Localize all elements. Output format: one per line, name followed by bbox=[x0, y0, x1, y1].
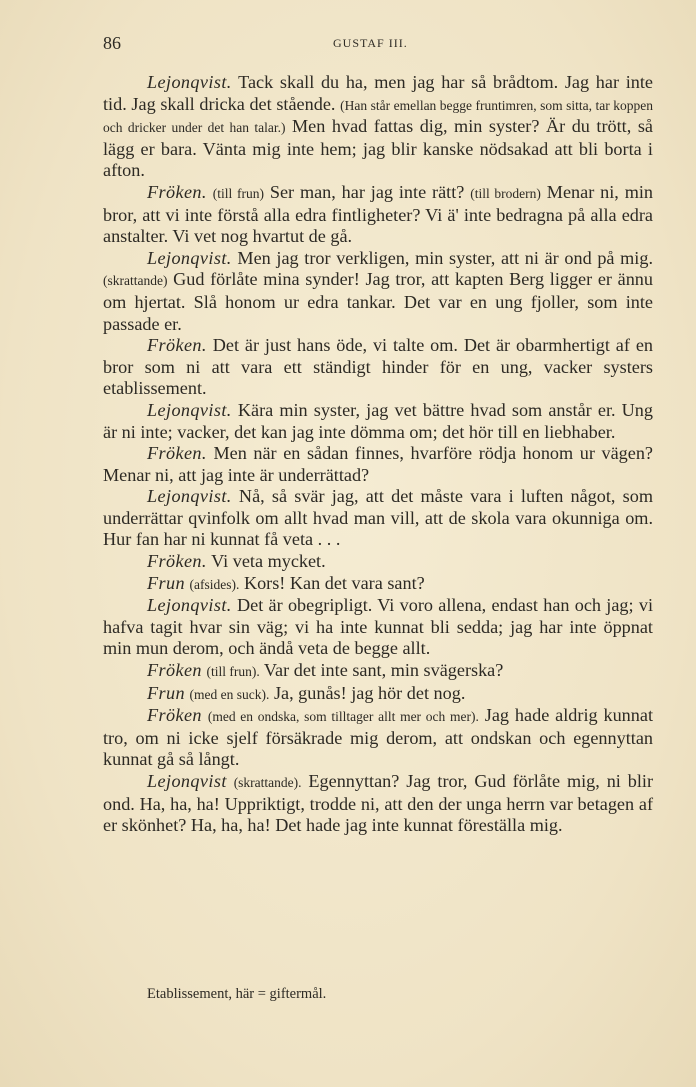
speech-text: Nå, så svär jag, att det måste vara i luften något, som underrättar qvinfolk om allt hvad man vill, att de skola vara okunniga om. Hur fan har ni kunnat få veta . . . bbox=[103, 486, 653, 550]
footnote: Etablissement, här = giftermål. bbox=[147, 986, 327, 1002]
speech-text: Jag hade aldrig kunnat tro, om ni icke sjelf försäkrade mig derom, att ondskan och egennyttan kunnat gå så långt. bbox=[103, 705, 653, 770]
speaker-name: Fröken bbox=[147, 705, 202, 726]
speaker-name: Fröken. bbox=[147, 551, 207, 572]
dialogue-paragraph bbox=[103, 551, 653, 573]
dialogue-text bbox=[103, 72, 653, 837]
speech-text: Kors! Kan det vara sant? bbox=[239, 572, 425, 593]
speech-text: Menar ni, min bror, att vi inte förstå alla edra fintligheter? Vi ä' inte bedragna på alla edra anstalter. Vi vet nog hvartut de gå. bbox=[103, 181, 653, 247]
speech-text: Det är obegripligt. Vi voro allena, endast han och jag; vi hafva tagit hvar sin väg; vi ha inte kunnat bli sedda; jag har inte öppnat min mun derom, och ändå veta de begge allt. bbox=[103, 595, 653, 659]
speech-text: Vi veta mycket. bbox=[206, 551, 326, 572]
speaker-name: Frun bbox=[147, 682, 185, 703]
speech-text: Var det inte sant, min svägerska? bbox=[259, 660, 504, 681]
speech-text: Det är just hans öde, vi talte om. Det är obarmhertigt af en bror som ni att vara ett ständigt hinder för en ung, vacker systers etablissement. bbox=[103, 335, 653, 399]
speaker-name: Lejonqvist. bbox=[147, 486, 232, 507]
speech-text bbox=[227, 771, 234, 791]
speaker-name: Lejonqvist. bbox=[147, 399, 232, 420]
running-title: GUSTAF III. bbox=[333, 36, 408, 50]
stage-direction: (Han står emellan begge fruntimren, som sitta, tar koppen och dricker under det han talar.) bbox=[103, 97, 653, 136]
dialogue-paragraph bbox=[103, 705, 653, 771]
stage-direction: (till frun) bbox=[212, 185, 264, 201]
dialogue-paragraph bbox=[103, 248, 653, 335]
speaker-name: Lejonqvist. bbox=[147, 595, 232, 616]
speaker-name: Lejonqvist. bbox=[147, 72, 232, 92]
dialogue-paragraph bbox=[103, 683, 653, 706]
page-number: 86 bbox=[103, 33, 121, 53]
speaker-name: Lejonqvist. bbox=[147, 247, 232, 268]
speech-text: Gud förlåte mina synder! Jag tror, att kapten Berg ligger er ännu om hjertat. Slå honom ur edra tankar. Det var en ung fjoller, som inte passade er. bbox=[103, 269, 653, 334]
stage-direction: (skrattande). bbox=[233, 775, 302, 790]
speech-text: Men hvad fattas dig, min syster? Är du trött, så lägg er bara. Vänta mig inte hem; jag blir kanske nödsakad att bli borta i afton. bbox=[103, 116, 653, 181]
stage-direction: (till brodern) bbox=[470, 185, 541, 201]
stage-direction: (med en ondska, som tilltager allt mer och mer). bbox=[207, 709, 479, 725]
speech-text: Men när en sådan finnes, hvarföre rödja honom ur vägen? Menar ni, att jag inte är underrättad? bbox=[103, 443, 653, 485]
speech-text: Egennyttan? Jag tror, Gud förlåte mig, ni blir ond. Ha, ha, ha! Uppriktigt, trodde ni, att den der unga herrn var betagen af er skönhet? Ha, ha, ha! Det hade jag inte kunnat föreställa mig. bbox=[103, 771, 654, 836]
speaker-name: Fröken. bbox=[147, 443, 207, 464]
speaker-name: Fröken. bbox=[147, 181, 207, 202]
stage-direction: (med en suck). bbox=[189, 686, 270, 702]
speech-text: Tack skall du ha, men jag har så brådtom. Jag har inte tid. Jag skall dricka det stående. bbox=[103, 72, 653, 114]
speaker-name: Fröken. bbox=[147, 335, 207, 356]
speech-text: Men jag tror verkligen, min syster, att ni är ond på mig. bbox=[231, 247, 653, 268]
stage-direction: (afsides). bbox=[189, 576, 240, 592]
dialogue-paragraph bbox=[103, 573, 653, 596]
stage-direction: (till frun). bbox=[206, 664, 260, 680]
speaker-name: Frun bbox=[147, 572, 185, 593]
speech-text: Ja, gunås! jag hör det nog. bbox=[269, 682, 466, 703]
speaker-name: Fröken bbox=[147, 660, 202, 681]
dialogue-paragraph bbox=[103, 443, 653, 486]
dialogue-paragraph bbox=[103, 595, 653, 660]
stage-direction: (skrattande) bbox=[103, 273, 168, 289]
dialogue-paragraph bbox=[103, 72, 653, 182]
speech-text: Kära min syster, jag vet bättre hvad som anstår er. Ung är ni inte; vacker, det kan jag inte dömma om; det hör till en liebhaber. bbox=[103, 399, 653, 442]
speaker-name: Lejonqvist bbox=[147, 771, 227, 791]
dialogue-paragraph bbox=[103, 182, 653, 248]
dialogue-paragraph bbox=[103, 400, 653, 443]
speech-text: Ser man, har jag inte rätt? bbox=[263, 181, 471, 202]
dialogue-paragraph bbox=[103, 486, 653, 551]
dialogue-paragraph bbox=[103, 335, 653, 400]
page-header bbox=[103, 33, 653, 53]
dialogue-paragraph bbox=[103, 771, 653, 837]
dialogue-paragraph bbox=[103, 660, 653, 683]
